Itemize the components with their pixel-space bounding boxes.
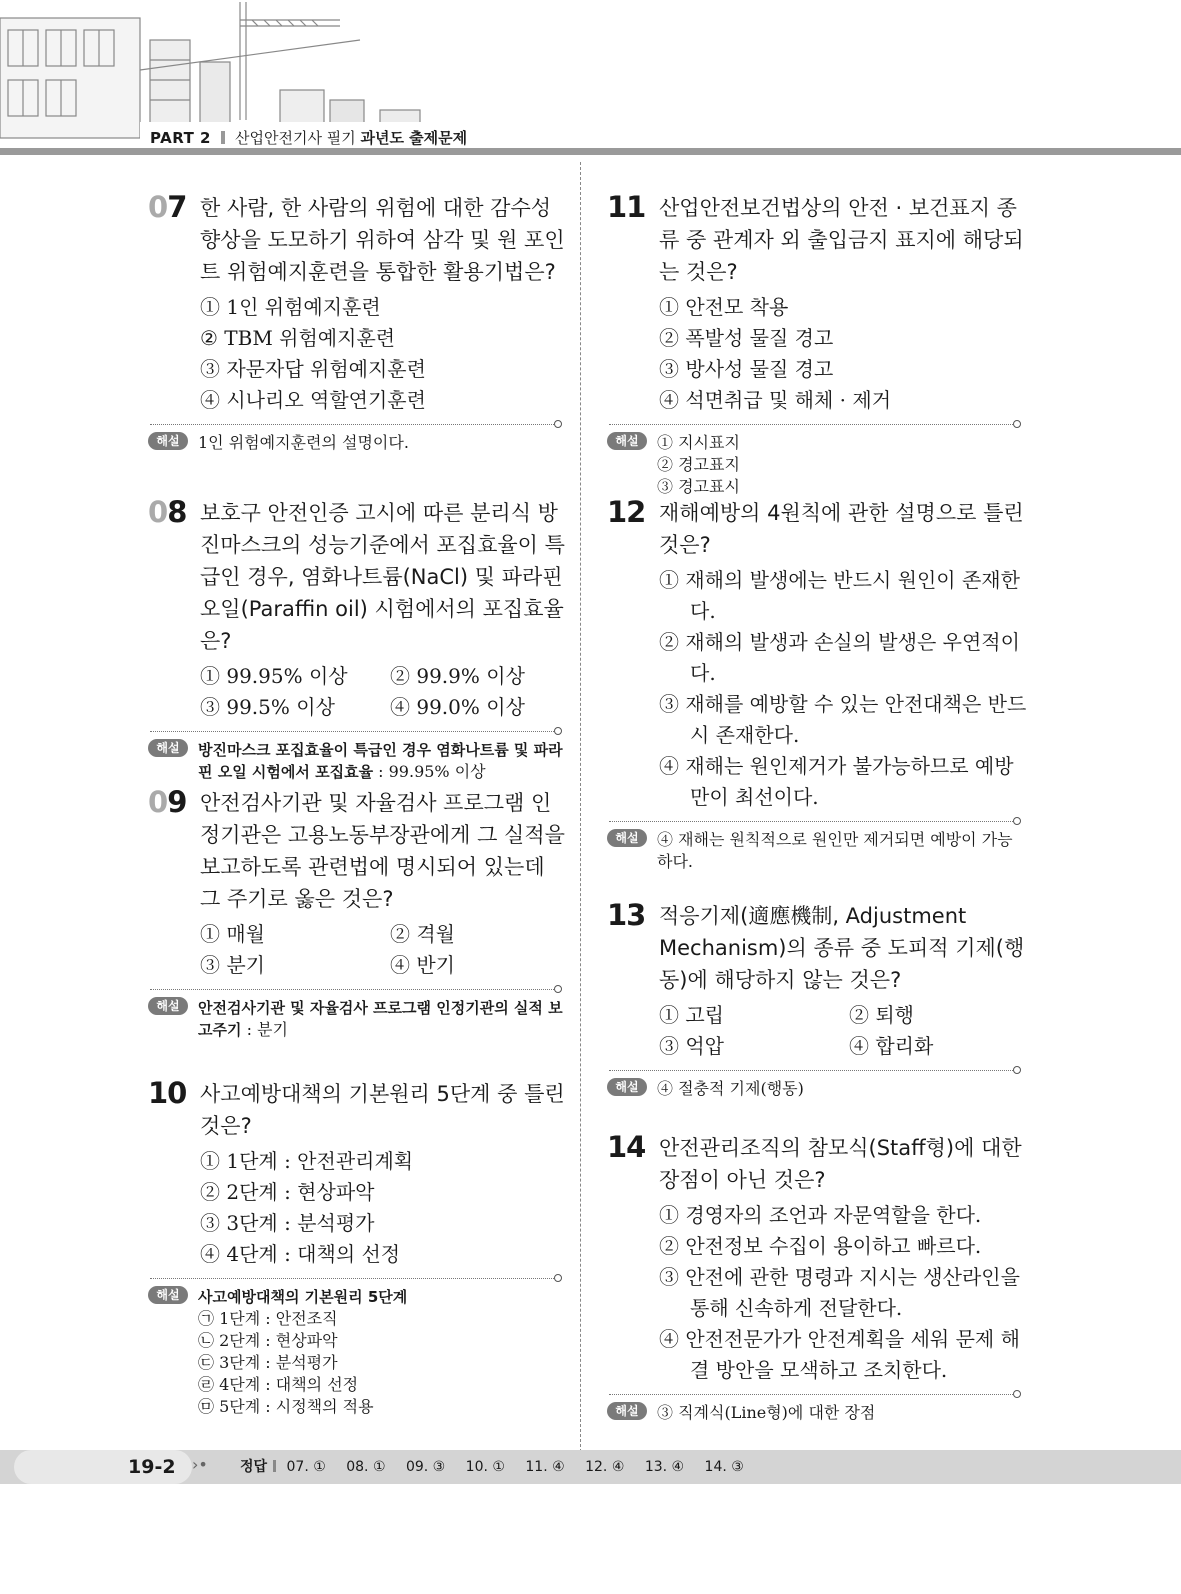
option-1: ① 재해의 발생에는 반드시 원인이 존재한다. — [659, 568, 1020, 623]
answer-item: 13. ④ — [644, 1459, 685, 1475]
question-text: 안전검사기관 및 자율검사 프로그램 인정기관은 고용노동부장관에게 그 실적을 보고하도록 관련법에 명시되어 있는데 그 주기로 옳은 것은? — [200, 791, 565, 911]
explanation-text: 1인 위험예지훈련의 설명이다. — [198, 433, 409, 452]
option-3: ③ 3단계 : 분석평가 — [200, 1211, 375, 1235]
question-text: 사고예방대책의 기본원리 5단계 중 틀린 것은? — [200, 1082, 565, 1138]
option-list — [607, 565, 1027, 813]
option-2: ② 2단계 : 현상파악 — [200, 1180, 375, 1204]
running-header — [150, 126, 467, 150]
option-2: ② TBM 위험예지훈련 — [200, 326, 396, 350]
option-4: ④ 반기 — [390, 953, 455, 977]
header-title: 산업안전기사 필기 과년도 출제문제 — [235, 129, 468, 147]
option-3: ③ 억압 — [659, 1034, 724, 1058]
option-3: ③ 99.5% 이상 — [200, 695, 335, 719]
option-1: ① 경영자의 조언과 자문역할을 한다. — [659, 1203, 982, 1227]
explanation-text: : 99.95% 이상 — [373, 762, 486, 781]
explanation-line: ④ 절충적 기제(행동) — [657, 1079, 804, 1098]
question-text: 산업안전보건법상의 안전 · 보건표지 종류 중 관계자 외 출입금지 표지에 해당되는 것은? — [659, 196, 1024, 284]
explanation-line: ④ 재해는 원칙적으로 원인만 제거되면 예방이 가능하다. — [657, 830, 1013, 871]
explanation-line: ㉠ 1단계 : 안전조직 — [198, 1309, 338, 1328]
question-text: 안전관리조직의 참모식(Staff형)에 대한 장점이 아닌 것은? — [659, 1136, 1022, 1192]
option-4: ④ 안전전문가가 안전계획을 세워 문제 해결 방안을 모색하고 조치한다. — [659, 1327, 1020, 1382]
explanation — [148, 989, 568, 1041]
option-2: ② 재해의 발생과 손실의 발생은 우연적이다. — [659, 630, 1020, 685]
answer-key-label: 정답 — [240, 1459, 268, 1475]
explanation — [607, 1394, 1027, 1424]
column-divider — [580, 162, 581, 1452]
question-text: 적응기제(適應機制, Adjustment Mechanism)의 종류 중 도피적 기제(행동)에 해당하지 않는 것은? — [659, 904, 1025, 992]
question-12 — [607, 497, 1027, 873]
answer-item: 11. ④ — [525, 1459, 565, 1475]
answer-item: 09. ③ — [405, 1459, 446, 1475]
option-list — [148, 661, 568, 723]
explanation-badge: 해설 — [148, 432, 188, 450]
option-1: ① 매월 — [200, 922, 265, 946]
explanation — [148, 1278, 568, 1418]
option-1: ① 1단계 : 안전관리계획 — [200, 1149, 414, 1173]
explanation-bold: 안전검사기관 및 자율검사 프로그램 인정기관의 실적 보고주기 — [198, 999, 563, 1039]
explanation-badge: 해설 — [607, 432, 647, 450]
explanation — [607, 424, 1027, 498]
option-2: ② 퇴행 — [849, 1003, 914, 1027]
question-number: 10 — [148, 1076, 187, 1110]
question-13 — [607, 900, 1027, 1100]
question-11 — [607, 192, 1027, 498]
explanation-badge: 해설 — [148, 739, 188, 757]
explanation-line: ③ 경고표시 — [657, 477, 740, 496]
header-separator — [221, 131, 225, 144]
question-10 — [148, 1078, 568, 1418]
option-4: ④ 4단계 : 대책의 선정 — [200, 1242, 401, 1266]
explanation-bold: 방진마스크 포집효율이 특급인 경우 염화나트륨 및 파라핀 오일 시험에서 포집효율 — [198, 741, 563, 781]
option-2: ② 안전정보 수집이 용이하고 빠르다. — [659, 1234, 982, 1258]
question-number: 11 — [607, 190, 646, 224]
question-number: 09 — [148, 785, 187, 819]
question-07 — [148, 192, 568, 454]
explanation-line: ③ 직계식(Line형)에 대한 장점 — [657, 1403, 876, 1422]
option-3: ③ 방사성 물질 경고 — [659, 357, 834, 381]
question-number: 14 — [607, 1130, 646, 1164]
option-list — [607, 1000, 1027, 1062]
page-number-tab — [14, 1450, 192, 1484]
question-text: 재해예방의 4원칙에 관한 설명으로 틀린 것은? — [659, 501, 1024, 557]
explanation-bold: 사고예방대책의 기본원리 5단계 — [198, 1288, 408, 1306]
option-list — [607, 292, 1027, 416]
option-list — [607, 1200, 1027, 1386]
answer-item: 12. ④ — [585, 1459, 625, 1475]
question-number: 13 — [607, 898, 646, 932]
option-1: ① 99.95% 이상 — [200, 664, 348, 688]
question-09 — [148, 787, 568, 1041]
answer-item: 10. ① — [465, 1459, 505, 1475]
question-number: 12 — [607, 495, 646, 529]
explanation-badge: 해설 — [607, 1402, 647, 1420]
question-08 — [148, 497, 568, 783]
question-text: 한 사람, 한 사람의 위험에 대한 감수성 향상을 도모하기 위하여 삼각 및 원 포인트 위험예지훈련을 통합한 활용기법은? — [200, 196, 565, 284]
option-list — [148, 919, 568, 981]
answer-item: 08. ① — [346, 1459, 386, 1475]
explanation — [148, 424, 568, 454]
explanation-badge: 해설 — [607, 1078, 647, 1096]
explanation-line: ㉤ 5단계 : 시정책의 적용 — [198, 1397, 374, 1416]
explanation — [148, 731, 568, 783]
option-list — [148, 1146, 568, 1270]
option-3: ③ 재해를 예방할 수 있는 안전대책은 반드시 존재한다. — [659, 692, 1027, 747]
option-2: ② 격월 — [390, 922, 455, 946]
explanation-badge: 해설 — [148, 1286, 188, 1304]
option-4: ④ 합리화 — [849, 1034, 934, 1058]
option-1: ① 고립 — [659, 1003, 724, 1027]
answer-key — [240, 1450, 760, 1484]
explanation-line: ㉡ 2단계 : 현상파악 — [198, 1331, 338, 1350]
option-list — [148, 292, 568, 416]
question-14 — [607, 1132, 1027, 1424]
explanation-line: ① 지시표지 — [657, 433, 740, 452]
answer-item: 14. ③ — [704, 1459, 744, 1475]
option-4: ④ 99.0% 이상 — [390, 695, 525, 719]
question-number: 07 — [148, 190, 187, 224]
explanation-line: ㉢ 3단계 : 분석평가 — [198, 1353, 338, 1372]
explanation — [607, 1070, 1027, 1100]
question-text: 보호구 안전인증 고시에 따른 분리식 방진마스크의 성능기준에서 포집효율이 특급인 경우, 염화나트륨(NaCl) 및 파라핀 오일(Paraffin oil) 시험에서의 포집효율은? — [200, 501, 565, 653]
option-3: ③ 자문자답 위험예지훈련 — [200, 357, 426, 381]
explanation-badge: 해설 — [148, 997, 188, 1015]
explanation-line: ㉣ 4단계 : 대책의 선정 — [198, 1375, 359, 1394]
option-4: ④ 석면취급 및 해체 · 제거 — [659, 388, 892, 412]
option-4: ④ 재해는 원인제거가 불가능하므로 예방만이 최선이다. — [659, 754, 1014, 809]
page-number: 19-2 — [128, 1456, 176, 1478]
option-3: ③ 안전에 관한 명령과 지시는 생산라인을 통해 신속하게 전달한다. — [659, 1265, 1020, 1320]
explanation — [607, 821, 1027, 873]
explanation-text: : 분기 — [241, 1020, 288, 1039]
option-1: ① 1인 위험예지훈련 — [200, 295, 381, 319]
option-4: ④ 시나리오 역할연기훈련 — [200, 388, 426, 412]
part-label: PART 2 — [150, 129, 211, 147]
explanation-badge: 해설 — [607, 829, 647, 847]
explanation-line: ② 경고표지 — [657, 455, 740, 474]
question-number: 08 — [148, 495, 187, 529]
chevron-right-icon: ›• — [192, 1455, 208, 1474]
option-3: ③ 분기 — [200, 953, 265, 977]
option-2: ② 폭발성 물질 경고 — [659, 326, 834, 350]
answer-item: 07. ① — [286, 1459, 326, 1475]
option-1: ① 안전모 착용 — [659, 295, 789, 319]
option-2: ② 99.9% 이상 — [390, 664, 525, 688]
